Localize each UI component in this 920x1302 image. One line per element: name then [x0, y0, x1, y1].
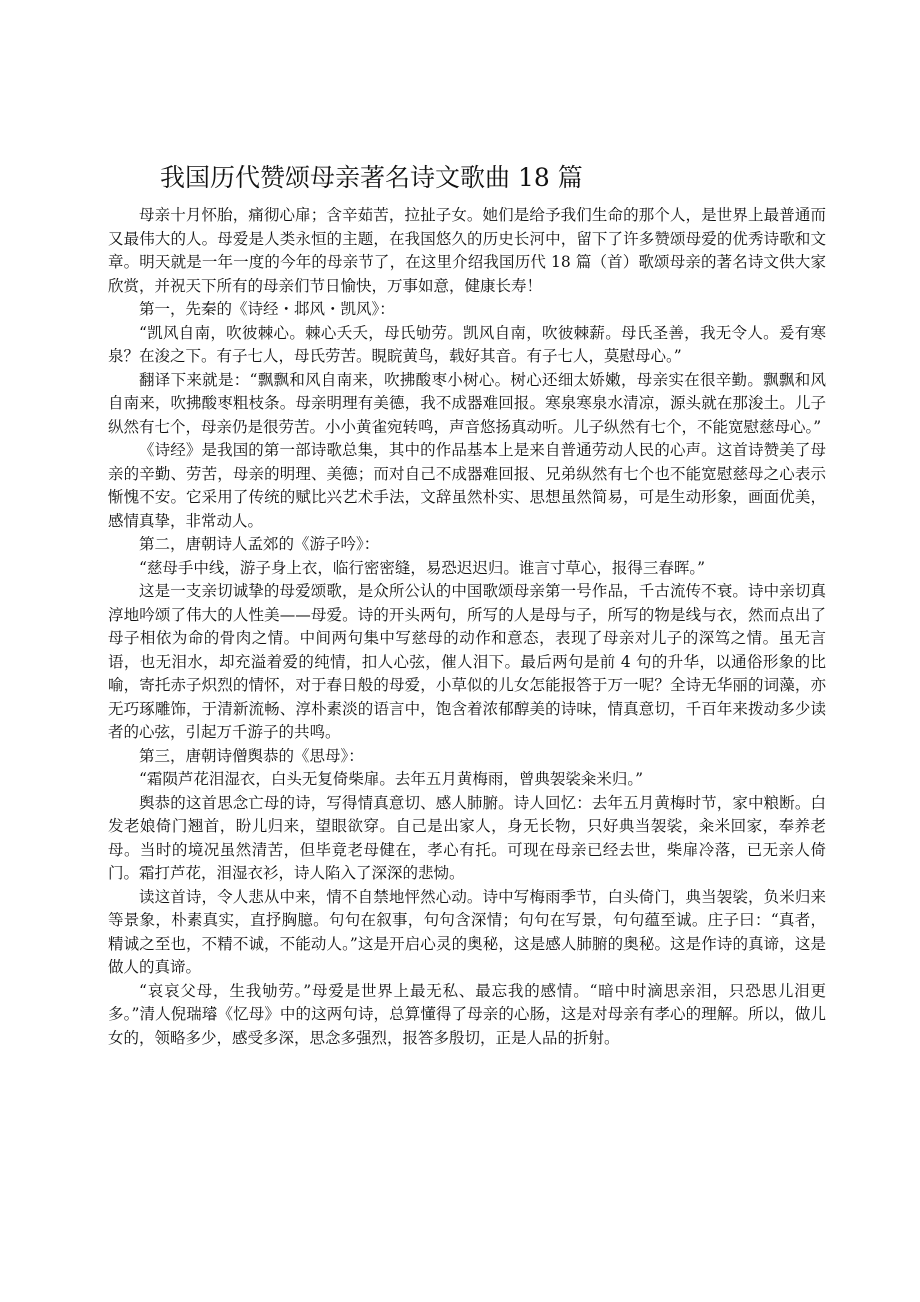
paragraph-translation-1: 翻译下来就是：“飘飘和风自南来，吹拂酸枣小树心。树心还细太娇嫩，母亲实在很辛勤。飘飘和风自南来，吹拂酸枣粗枝条。母亲明理有美德，我不成器难回报。寒泉寒泉水清凉，源头就在那浚土。儿子纵然有七个，母亲仍是很劳苦。小小黄雀宛转鸣，声音悠扬真动听。儿子纵然有七个，不能宽慰慈母心。”	[108, 370, 826, 436]
document-title: 我国历代赞颂母亲著名诗文歌曲 18 篇	[160, 163, 583, 192]
paragraph-heading-3: 第三，唐朝诗僧舆恭的《思母》：	[139, 746, 364, 765]
paragraph-poem-3: “霜陨芦花泪湿衣，白头无复倚柴扉。去年五月黄梅雨，曾典袈裟籴米归。”	[139, 770, 644, 788]
paragraph-commentary-1: 《诗经》是我国的第一部诗歌总集，其中的作品基本上是来自普通劳动人民的心声。这首诗赞美了母亲的辛勤、劳苦，母亲的明理、美德；而对自己不成器难回报、兄弟纵然有七个也不能宽慰慈母之心表示惭愧不安。它采用了传统的赋比兴艺术手法，文辞虽然朴实、思想虽然简易，可是生动形象，画面优美，感情真挚，非常动人。	[108, 441, 826, 530]
paragraph-closing: “哀哀父母，生我劬劳。”母爱是世界上最无私、最忘我的感情。“暗中时滴思亲泪，只恐思儿泪更多。”清人倪瑞璿《忆母》中的这两句诗，总算懂得了母亲的心肠，这是对母亲有孝心的理解。所以，做儿女的，领略多少，感受多深，思念多强烈，报答多殷切，正是人品的折射。	[108, 981, 826, 1047]
paragraph-commentary-3a: 舆恭的这首思念亡母的诗，写得情真意切、感人肺腑。诗人回忆：去年五月黄梅时节，家中粮断。白发老娘倚门翘首，盼儿归来，望眼欲穿。自己是出家人，身无长物，只好典当袈裟，籴米回家，奉养老母。当时的境况虽然清苦，但毕竟老母健在，孝心有托。可现在母亲已经去世，柴扉冷落，已无亲人倚门。霜打芦花，泪湿衣衫，诗人陷入了深深的悲恸。	[108, 793, 826, 882]
paragraph-commentary-3b: 读这首诗，令人悲从中来，情不自禁地怦然心动。诗中写梅雨季节，白头倚门，典当袈裟，负米归来等景象，朴素真实，直抒胸臆。句句在叙事，句句含深情；句句在写景，句句蕴至诚。庄子曰：“真者，精诚之至也，不精不诚，不能动人。”这是开启心灵的奥秘，这是感人肺腑的奥秘。这是作诗的真谛，这是做人的真谛。	[108, 887, 826, 976]
paragraph-commentary-2: 这是一支亲切诚挚的母爱颂歌，是众所公认的中国歌颂母亲第一号作品，千古流传不衰。诗中亲切真淳地吟颂了伟大的人性美——母爱。诗的开头两句，所写的人是母与子，所写的物是线与衣，然而点出了母子相依为命的骨肉之情。中间两句集中写慈母的动作和意态，表现了母亲对儿子的深笃之情。虽无言语，也无泪水，却充溢着爱的纯情，扣人心弦，催人泪下。最后两句是前 4 句的升华，以通俗形象的比喻，寄托赤子炽烈的情怀，对于春日般的母爱，小草似的儿女怎能报答于万一呢？全诗无华丽的词藻，亦无巧琢雕饰，于清新流畅、淳朴素淡的语言中，饱含着浓郁醇美的诗味，情真意切，千百年来拨动多少读者的心弦，引起万千游子的共鸣。	[108, 582, 826, 741]
paragraph-poem-1: “凯风自南，吹彼棘心。棘心夭夭，母氏劬劳。凯风自南，吹彼棘薪。母氏圣善，我无令人。爰有寒泉？在浚之下。有子七人，母氏劳苦。睍睆黄鸟，载好其音。有子七人，莫慰母心。”	[108, 323, 826, 365]
paragraph-intro: 母亲十月怀胎，痛彻心扉；含辛茹苦，拉扯子女。她们是给予我们生命的那个人，是世界上最普通而又最伟大的人。母爱是人类永恒的主题，在我国悠久的历史长河中，留下了许多赞颂母爱的优秀诗歌和文章。明天就是一年一度的今年的母亲节了，在这里介绍我国历代 18 篇（首）歌颂母亲的著名诗文供大家欣赏，并祝天下所有的母亲们节日愉快，万事如意，健康长寿！	[108, 206, 826, 295]
paragraph-heading-2: 第二，唐朝诗人孟郊的《游子吟》：	[139, 535, 380, 553]
document-body	[108, 204, 826, 1050]
paragraph-heading-1: 第一，先秦的《诗经・邶风・凯风》：	[139, 300, 395, 318]
paragraph-poem-2: “慈母手中线，游子身上衣，临行密密缝，易恐迟迟归。谁言寸草心，报得三春晖。”	[139, 558, 706, 577]
